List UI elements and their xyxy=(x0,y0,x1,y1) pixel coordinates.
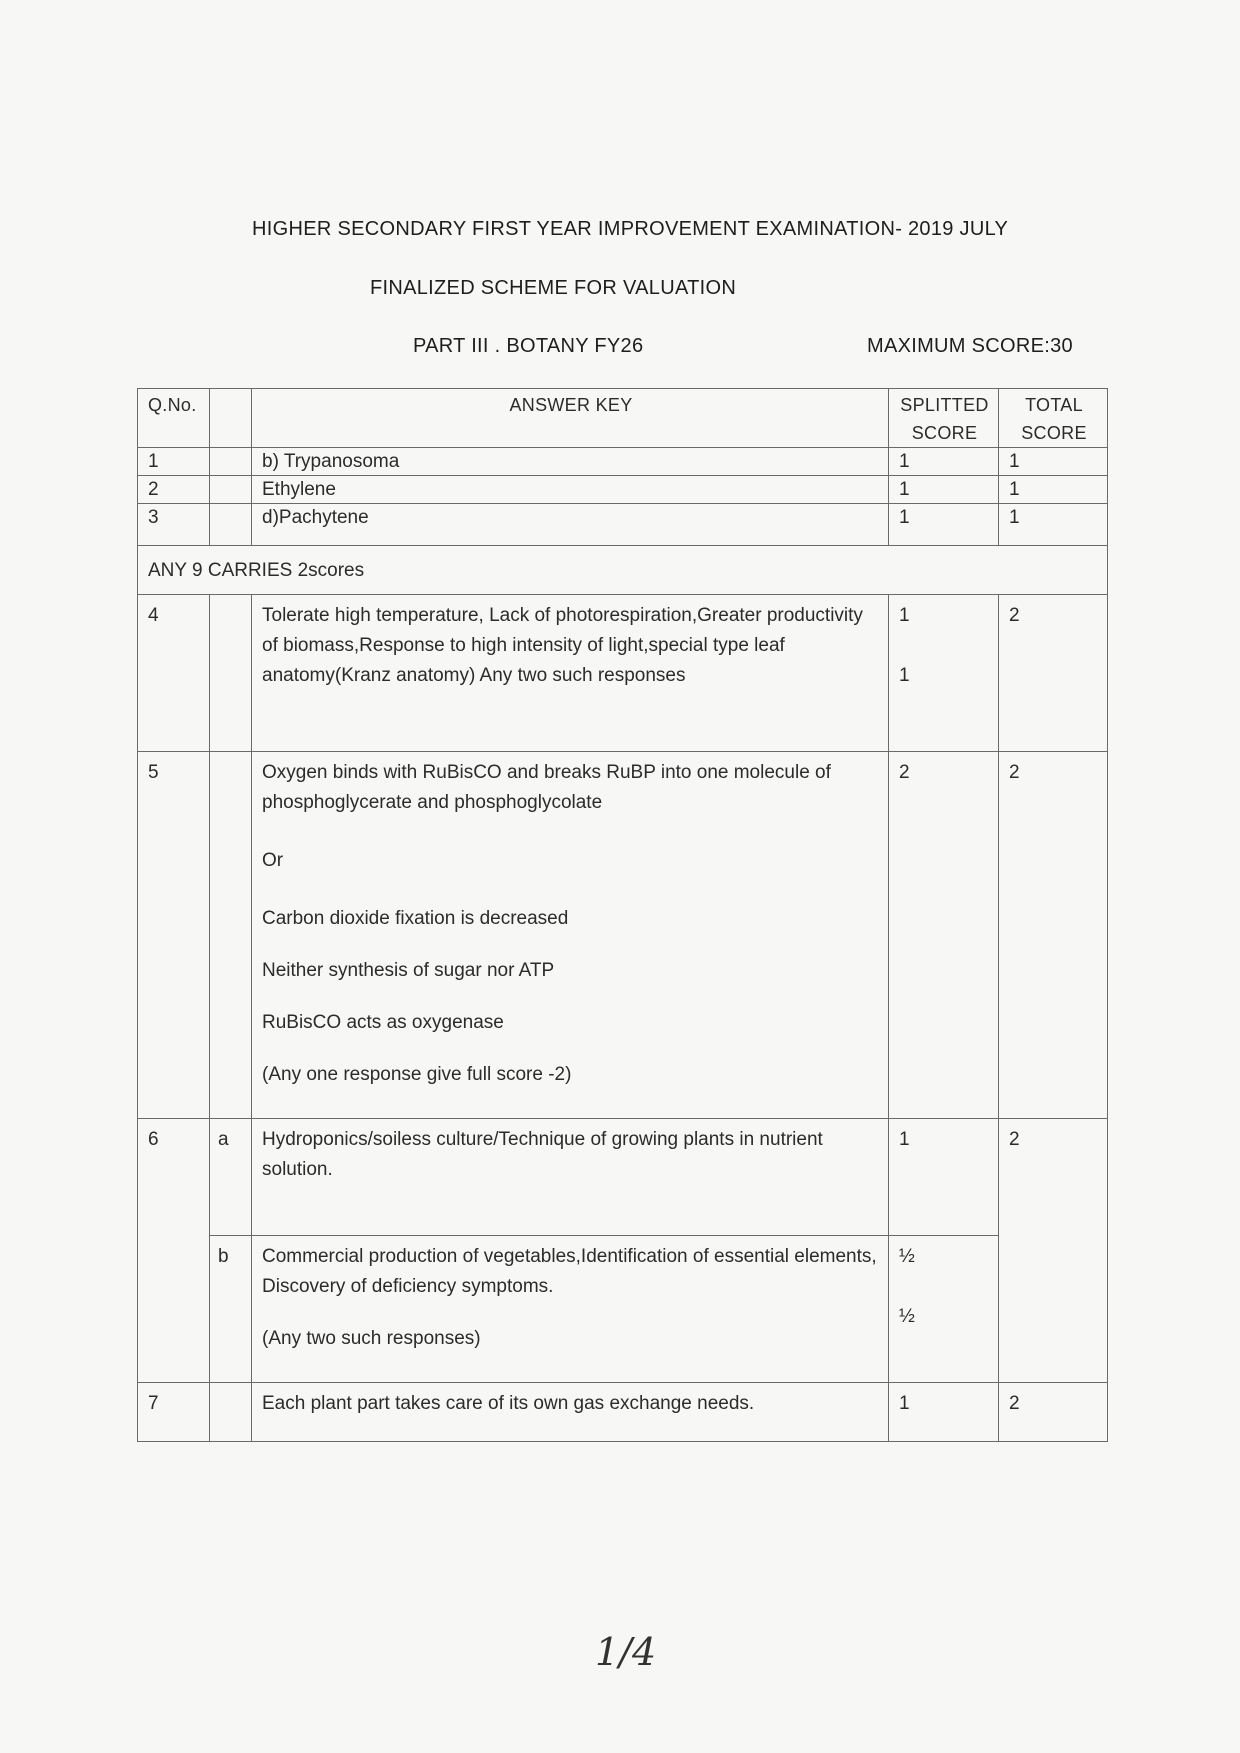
table-row: 1 b) Trypanosoma 1 1 xyxy=(138,448,1108,476)
max-score: MAXIMUM SCORE:30 xyxy=(867,335,1073,357)
col-answer-key: ANSWER KEY xyxy=(252,389,889,448)
col-qno: Q.No. xyxy=(138,389,210,448)
col-splitted-score: SPLITTED SCORE xyxy=(889,389,999,448)
subject-label: PART III . BOTANY FY26 xyxy=(413,335,644,357)
table-row: 3 d)Pachytene 1 1 xyxy=(138,504,1108,546)
page-number: 1/4 xyxy=(595,1630,657,1674)
group-label: ANY 9 CARRIES 2scores xyxy=(138,546,1108,595)
col-total-score: TOTAL SCORE xyxy=(999,389,1108,448)
subject-line xyxy=(0,335,1240,358)
answer-key-table xyxy=(137,388,1108,1442)
table-row: 4 Tolerate high temperature, Lack of photorespiration,Greater productivity of biomass,Response to high intensity of light,special type leaf anatomy(Kranz anatomy) Any two such responses 1 1 2 xyxy=(138,595,1108,752)
scheme-title: FINALIZED SCHEME FOR VALUATION xyxy=(370,277,737,299)
table-header-row xyxy=(138,389,1108,448)
table-row: 7 Each plant part takes care of its own gas exchange needs. 1 2 xyxy=(138,1383,1108,1442)
group-label-row xyxy=(138,546,1108,595)
table-row: b Commercial production of vegetables,Identification of essential elements, Discovery of deficiency symptoms. (Any two such responses) ½ ½ xyxy=(138,1236,1108,1383)
table-row: 6 a Hydroponics/soiless culture/Technique of growing plants in nutrient solution. 1 2 xyxy=(138,1119,1108,1236)
exam-title: HIGHER SECONDARY FIRST YEAR IMPROVEMENT EXAMINATION- 2019 JULY xyxy=(252,218,1009,240)
table-row: 2 Ethylene 1 1 xyxy=(138,476,1108,504)
table-row: 5 Oxygen binds with RuBisCO and breaks RuBP into one molecule of phosphoglycerate and phosphoglycolate Or Carbon dioxide fixation is decreased Neither synthesis of sugar nor ATP RuBisCO acts as oxygenase (Any one response give full score -2) 2 2 xyxy=(138,752,1108,1119)
